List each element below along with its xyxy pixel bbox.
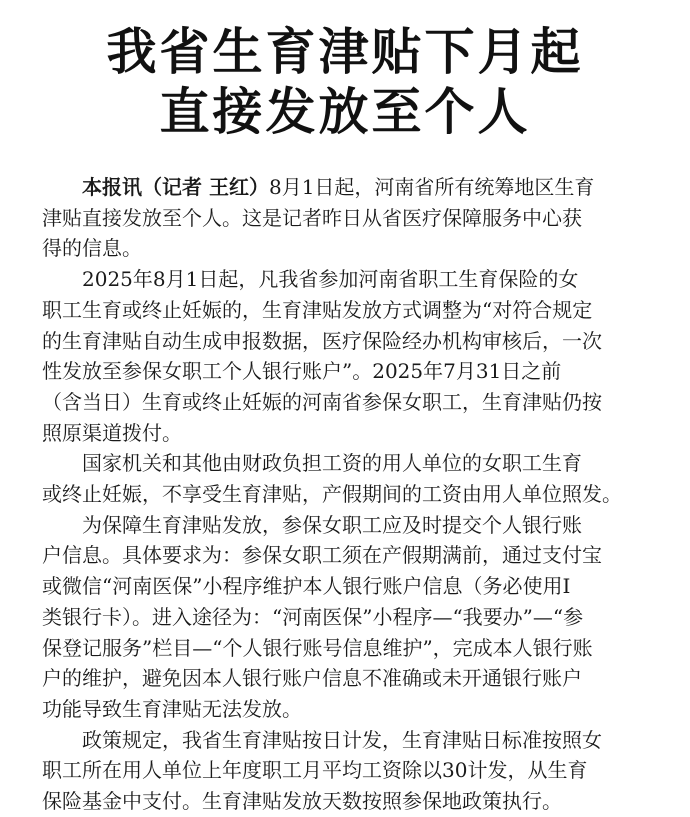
text-line-rest: 8月1日起，河南省所有统筹地区生育 — [268, 175, 595, 199]
text-line: 职工生育或终止妊娠的，生育津贴发放方式调整为“对符合规定 — [42, 297, 593, 322]
text-line: 保登记服务”栏目—“个人银行账号信息维护”，完成本人银行账 — [42, 635, 593, 660]
text-line: 或终止妊娠，不享受生育津贴，产假期间的工资由用人单位照发。 — [42, 482, 622, 507]
text-line: 津贴直接发放至个人。这是记者昨日从省医疗保障服务中心获 — [42, 205, 582, 230]
headline-line-1: 我省生育津贴下月起 — [106, 23, 584, 81]
text-line: 户的维护，避免因本人银行账户信息不准确或未开通银行账户 — [42, 666, 582, 691]
text-line: 照原渠道拨付。 — [42, 420, 182, 445]
text-line: 或微信“河南医保”小程序维护本人银行账户信息（务必使用Ⅰ — [42, 574, 571, 599]
text-line: 功能导致生育津贴无法发放。 — [42, 696, 302, 721]
text-line: 得的信息。 — [42, 236, 142, 261]
text-line: 性发放至参保女职工个人银行账户”。2025年7月31日之前 — [42, 359, 562, 384]
text-line: 国家机关和其他由财政负担工资的用人单位的女职工生育 — [82, 451, 582, 476]
dateline-lead: 本报讯（记者 王红） — [82, 175, 269, 199]
text-line: 为保障生育津贴发放，参保女职工应及时提交个人银行账 — [82, 512, 582, 537]
paragraph-5 — [42, 725, 690, 817]
article-body — [42, 172, 690, 817]
text-line: 职工所在用人单位上年度职工月平均工资除以30计发，从生育 — [42, 758, 588, 783]
headline — [0, 22, 690, 142]
text-line: 政策规定，我省生育津贴按日计发，生育津贴日标准按照女 — [82, 727, 602, 752]
paragraph-4 — [42, 510, 690, 725]
text-line: 的生育津贴自动生成申报数据，医疗保险经办机构审核后，一次 — [42, 328, 602, 353]
paragraph-3 — [42, 448, 690, 509]
text-line: 类银行卡）。进入途径为：“河南医保”小程序—“我要办”—“参 — [42, 604, 584, 629]
text-line — [82, 172, 690, 203]
text-line: 2025年8月1日起，凡我省参加河南省职工生育保险的女 — [82, 267, 579, 292]
paragraph-1 — [42, 172, 690, 264]
text-line: 保险基金中支付。生育津贴发放天数按照参保地政策执行。 — [42, 789, 562, 814]
headline-line-2: 直接发放至个人 — [159, 83, 531, 141]
text-line: 户信息。具体要求为：参保女职工须在产假期满前，通过支付宝 — [42, 543, 602, 568]
paragraph-2 — [42, 264, 690, 448]
text-line: （含当日）生育或终止妊娠的河南省参保女职工，生育津贴仍按 — [42, 389, 602, 414]
